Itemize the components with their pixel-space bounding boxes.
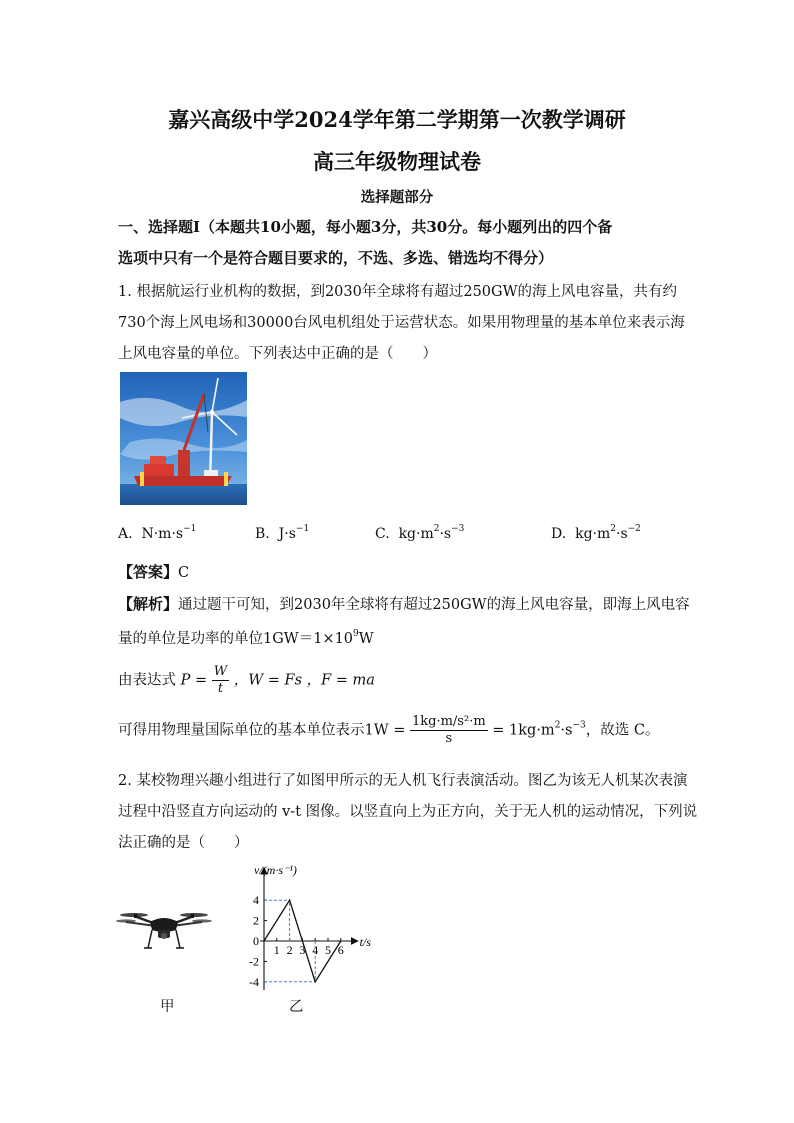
wind-turbine-photo bbox=[120, 372, 247, 505]
q1-line-2: 730个海上风电场和30000台风电机组处于运营状态。如果用物理量的基本单位来表示海 bbox=[118, 315, 685, 331]
conclusion-text: = 1kg·m bbox=[492, 722, 555, 739]
option-exponent: 2 bbox=[433, 524, 440, 534]
q1-line-1: 1. 根据航运行业机构的数据，到2030年全球将有超过250GW的海上风电容量，共有约 bbox=[118, 284, 678, 300]
exam-title: 嘉兴高级中学2024学年第二学期第一次教学调研 bbox=[168, 107, 626, 132]
formula-rest: ，W = Fs ，F = ma bbox=[233, 672, 375, 689]
option-unit: kg·m bbox=[575, 526, 611, 542]
q1-option-c[interactable] bbox=[375, 524, 464, 542]
q1-analysis-line-2 bbox=[118, 627, 374, 648]
x-tick-label: 1 bbox=[273, 943, 280, 957]
conclusion-exponent: −3 bbox=[572, 720, 586, 731]
answer-tag: 【答案】 bbox=[118, 563, 179, 581]
formula-equals: = bbox=[194, 672, 208, 689]
analysis-text: 量的单位是功率的单位1GW＝1×10 bbox=[118, 631, 354, 647]
y-tick-label: -2 bbox=[249, 954, 259, 969]
x-tick-label: 2 bbox=[286, 943, 293, 957]
x-tick-label: 6 bbox=[337, 943, 344, 957]
answer-value: C bbox=[178, 565, 190, 581]
y-axis-label: v/(m·s⁻¹) bbox=[254, 863, 297, 877]
x-tick-label: 3 bbox=[299, 943, 306, 957]
option-label: A. bbox=[118, 526, 133, 542]
analysis-tag: 【解析】 bbox=[118, 595, 179, 613]
fraction-numerator: 1kg·m/s²·m bbox=[412, 714, 486, 729]
option-unit: J·s bbox=[278, 526, 296, 542]
fraction-denominator: s bbox=[445, 731, 453, 746]
vt-graph bbox=[228, 860, 428, 1000]
conclusion-exponent: 2 bbox=[554, 720, 561, 731]
y-tick-label: 4 bbox=[253, 893, 259, 908]
y-tick-label: 0 bbox=[253, 934, 259, 948]
option-exponent: −3 bbox=[451, 524, 465, 534]
x-tick-label: 4 bbox=[312, 943, 319, 957]
y-tick-label: -4 bbox=[249, 974, 259, 989]
drone-illustration bbox=[116, 906, 212, 956]
option-exponent: −2 bbox=[627, 524, 641, 534]
figure-label-yi: 乙 bbox=[289, 999, 304, 1015]
analysis-text: 通过题干可知，到2030年全球将有超过250GW的海上风电容量，即海上风电容 bbox=[178, 597, 690, 613]
q1-analysis-line-1 bbox=[118, 593, 690, 614]
x-axis-label: t/s bbox=[359, 935, 371, 949]
q2-line-1: 2. 某校物理兴趣小组进行了如图甲所示的无人机飞行表演活动。图乙为该无人机某次表演 bbox=[118, 773, 688, 789]
q1-line-3: 上风电容量的单位。下列表达中正确的是（ ） bbox=[118, 346, 437, 362]
q2-line-3: 法正确的是（ ） bbox=[118, 835, 249, 851]
q1-option-d[interactable] bbox=[551, 524, 641, 542]
exam-subtitle: 高三年级物理试卷 bbox=[313, 149, 481, 174]
q1-option-a[interactable] bbox=[118, 524, 196, 542]
analysis-text: W bbox=[358, 631, 374, 647]
option-exponent: −1 bbox=[295, 524, 310, 534]
instruction-line-1: 一、选择题Ⅰ（本题共10小题，每小题3分，共30分。每小题列出的四个备 bbox=[118, 218, 613, 236]
conclusion-text: ·s bbox=[560, 722, 573, 739]
q1-option-b[interactable] bbox=[255, 524, 309, 542]
x-tick-label: 5 bbox=[325, 943, 331, 957]
q1-answer bbox=[118, 561, 189, 582]
option-exponent: −1 bbox=[183, 524, 197, 534]
option-unit: kg·m bbox=[398, 526, 434, 542]
conclusion-text: ，故选 C。 bbox=[585, 722, 660, 739]
option-label: D. bbox=[551, 526, 567, 542]
conclusion-text: 可得用物理量国际单位的基本单位表示1W = bbox=[118, 722, 406, 739]
q1-formula-line bbox=[118, 664, 375, 697]
section-heading: 选择题部分 bbox=[360, 189, 434, 206]
option-exponent: 2 bbox=[610, 524, 616, 534]
instruction-line-2: 选项中只有一个是符合题目要求的，不选、多选、错选均不得分） bbox=[118, 249, 554, 267]
y-tick-label: 2 bbox=[253, 913, 259, 928]
fraction-denominator: t bbox=[217, 681, 224, 696]
formula-symbol: P bbox=[180, 672, 191, 689]
option-unit: ·s bbox=[439, 526, 452, 542]
q2-line-2: 过程中沿竖直方向运动的 v-t 图像。以竖直向上为正方向，关于无人机的运动情况，下列说 bbox=[118, 804, 698, 820]
conclusion-fraction bbox=[410, 714, 488, 747]
q1-conclusion-line bbox=[118, 714, 659, 747]
formula-intro: 由表达式 bbox=[118, 672, 176, 689]
option-unit: N·m·s bbox=[141, 526, 184, 542]
option-label: B. bbox=[255, 526, 270, 542]
option-label: C. bbox=[375, 526, 390, 542]
analysis-exponent: 9 bbox=[353, 629, 359, 639]
formula-fraction bbox=[212, 664, 229, 697]
fraction-numerator: W bbox=[213, 664, 228, 679]
figure-label-jia: 甲 bbox=[160, 999, 175, 1015]
option-unit: ·s bbox=[616, 526, 628, 542]
